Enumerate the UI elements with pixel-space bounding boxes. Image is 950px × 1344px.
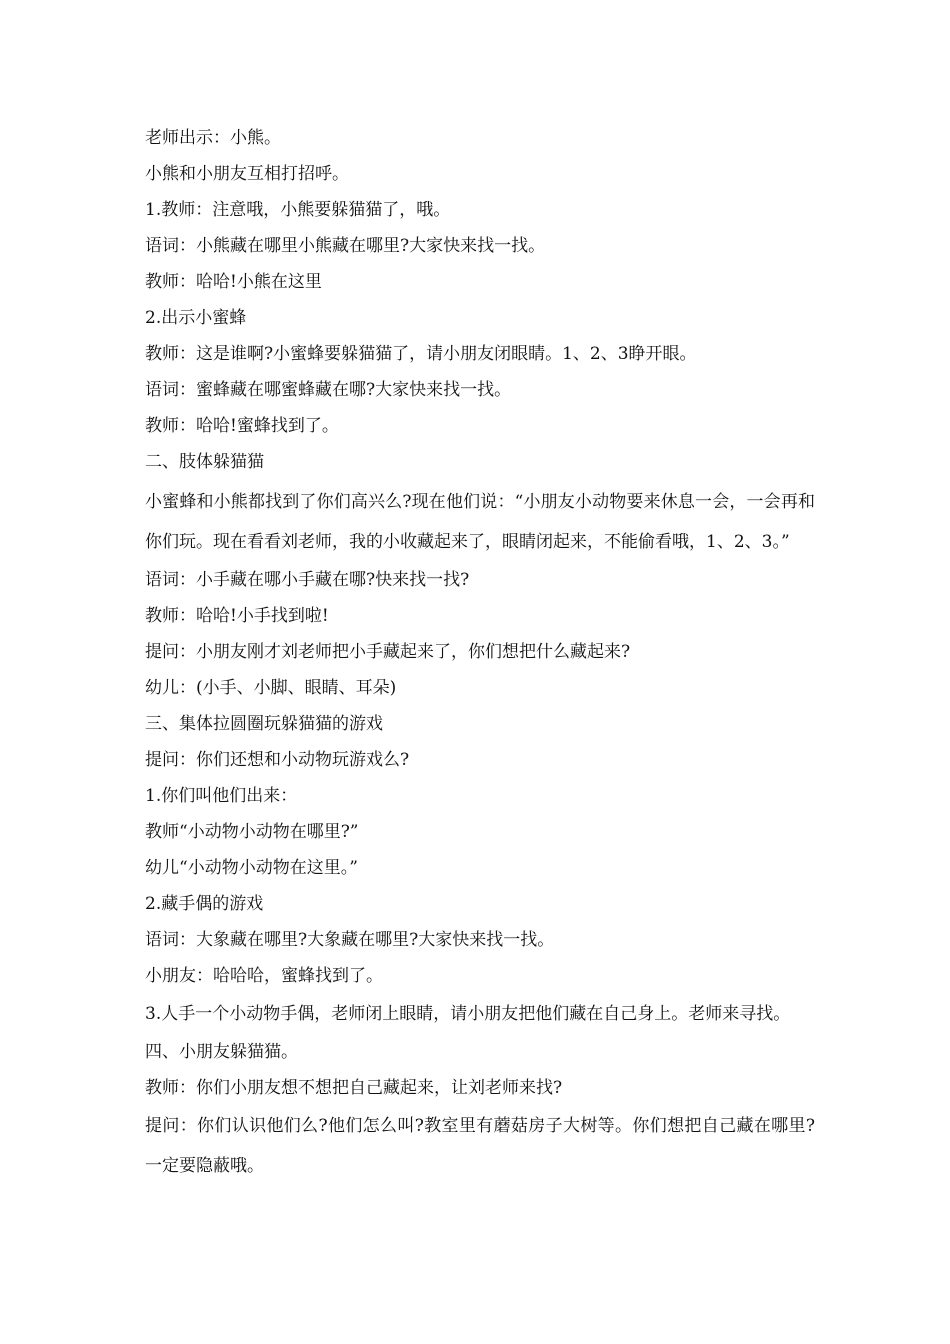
paragraph-multiline: 提问：你们认识他们么?他们怎么叫?教室里有蘑菇房子大树等。你们想把自己藏在哪里?一定要隐蔽哦。	[145, 1116, 815, 1176]
section-heading: 四、小朋友躲猫猫。	[145, 1042, 298, 1062]
paragraph: 提问：你们还想和小动物玩游戏么?	[145, 750, 410, 770]
paragraph-multiline: 小蜜蜂和小熊都找到了你们高兴么?现在他们说：“小朋友小动物要来休息一会，一会再和你们玩。现在看看刘老师，我的小收藏起来了，眼睛闭起来，不能偷看哦，1、2、3。”	[145, 492, 815, 552]
paragraph: 2.出示小蜜蜂	[145, 308, 247, 328]
paragraph: 1.你们叫他们出来：	[145, 786, 298, 806]
paragraph: 1.教师：注意哦，小熊要躲猫猫了，哦。	[145, 200, 451, 220]
section-heading: 三、集体拉圆圈玩躲猫猫的游戏	[145, 714, 383, 734]
paragraph: 教师：哈哈!蜜蜂找到了。	[145, 416, 339, 436]
section-heading: 二、肢体躲猫猫	[145, 452, 264, 472]
paragraph: 教师：这是谁啊?小蜜蜂要躲猫猫了，请小朋友闭眼睛。1、2、3睁开眼。	[145, 344, 697, 364]
paragraph: 提问：小朋友刚才刘老师把小手藏起来了，你们想把什么藏起来?	[145, 642, 631, 662]
paragraph: 教师“小动物小动物在哪里?”	[145, 822, 359, 842]
paragraph-multiline: 3.人手一个小动物手偶，老师闭上眼睛，请小朋友把他们藏在自己身上。老师来寻找。	[145, 1004, 791, 1024]
paragraph: 小熊和小朋友互相打招呼。	[145, 164, 349, 184]
paragraph: 教师：哈哈!小手找到啦!	[145, 606, 329, 626]
paragraph: 幼儿：(小手、小脚、眼睛、耳朵)	[145, 678, 397, 698]
paragraph: 老师出示：小熊。	[145, 128, 281, 148]
paragraph: 语词：小熊藏在哪里小熊藏在哪里?大家快来找一找。	[145, 236, 546, 256]
paragraph: 教师：哈哈!小熊在这里	[145, 272, 322, 292]
document-body	[145, 120, 815, 1186]
paragraph: 幼儿“小动物小动物在这里。”	[145, 858, 358, 878]
paragraph: 小朋友：哈哈哈，蜜蜂找到了。	[145, 966, 383, 986]
paragraph: 语词：大象藏在哪里?大象藏在哪里?大家快来找一找。	[145, 930, 555, 950]
paragraph: 2.藏手偶的游戏	[145, 894, 264, 914]
paragraph: 语词：蜜蜂藏在哪蜜蜂藏在哪?大家快来找一找。	[145, 380, 512, 400]
paragraph: 语词：小手藏在哪小手藏在哪?快来找一找?	[145, 570, 470, 590]
paragraph: 教师：你们小朋友想不想把自己藏起来，让刘老师来找?	[145, 1078, 563, 1098]
